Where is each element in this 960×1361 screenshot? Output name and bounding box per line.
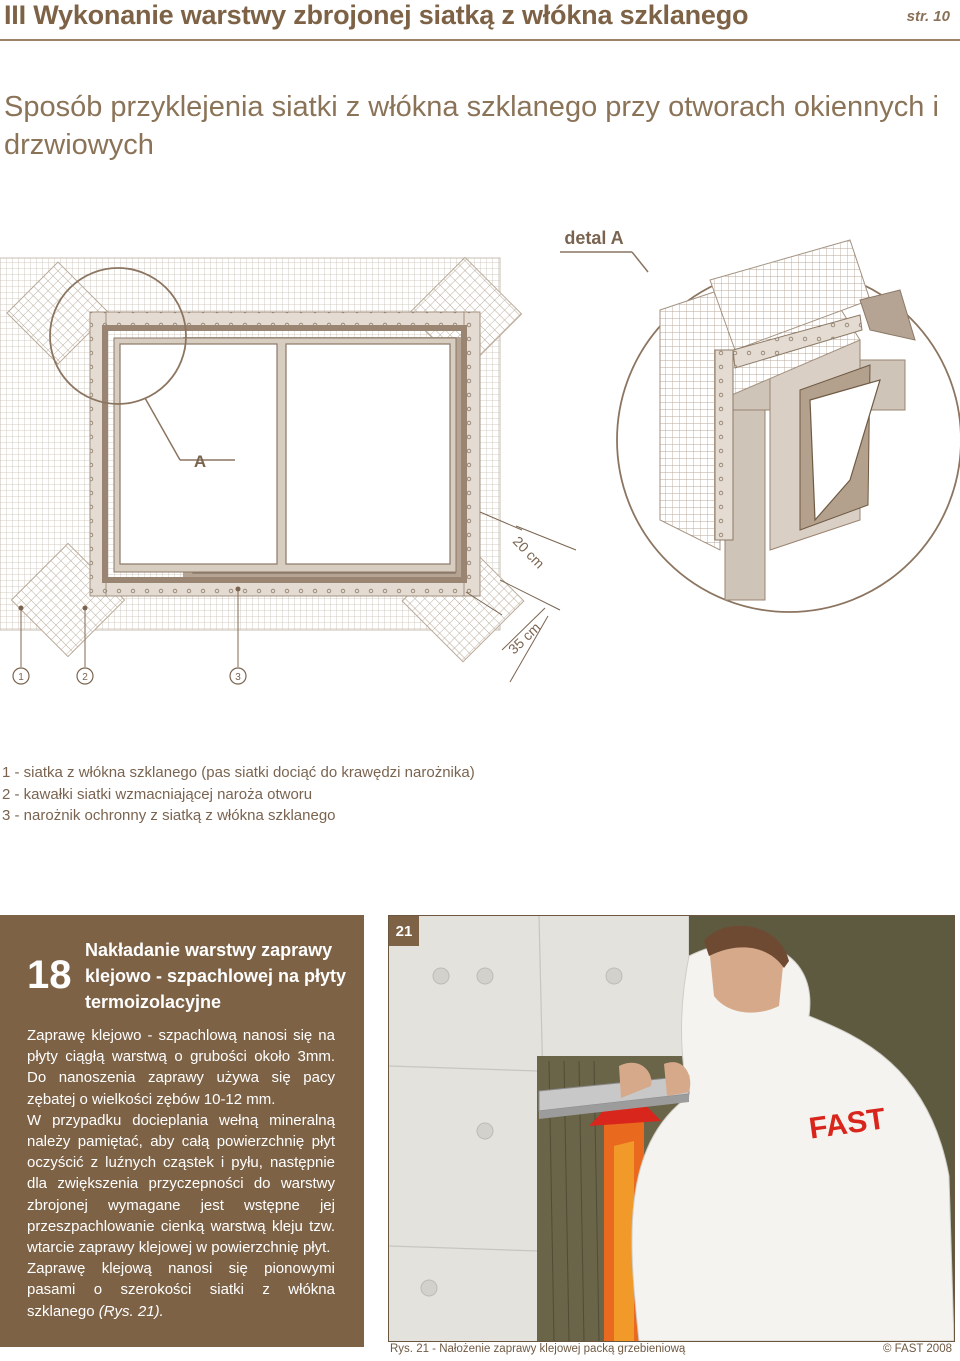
callout-1 <box>13 668 29 684</box>
step-paragraph-1: Zaprawę klejowo - szpachlową nanosi się na płyty ciągłą warstwą o grubości około 3mm. Do nanoszenia zaprawy używa się pacy zębatej o wielkości zębów 10-12 mm. <box>27 1027 335 1108</box>
step-paragraph-3-text: Zaprawę klejową nanosi się pionowymi pasami o szerokości siatki z włókna szklanego <box>27 1260 335 1320</box>
figure-caption: Rys. 21 - Nałożenie zaprawy klejowej packą grzebieniową <box>390 1343 686 1355</box>
legend-item-2: 2 - kawałki siatki wzmacniającej naroża otworu <box>2 785 313 803</box>
step-info-box <box>0 915 364 1347</box>
callout-2 <box>77 668 93 684</box>
window-frame <box>105 328 465 581</box>
figure-label: 21 <box>389 916 419 946</box>
figure-reference: (Rys. 21). <box>98 1302 164 1320</box>
diagram-legend <box>2 762 475 827</box>
step-number: 18 <box>27 953 72 997</box>
photo-illustration <box>389 916 954 1341</box>
jacket-logo: FAST <box>806 1102 888 1146</box>
detail-marker-label: A <box>193 452 207 471</box>
copyright: © FAST 2008 <box>883 1343 952 1355</box>
page-number: str. 10 <box>906 8 950 25</box>
step-body <box>27 1025 335 1322</box>
svg-text:2: 2 <box>82 672 88 683</box>
callout-3 <box>230 668 246 684</box>
header-title: III Wykonanie warstwy zbrojonej siatką z włókna szklanego <box>4 0 749 30</box>
svg-text:3: 3 <box>235 672 241 683</box>
dimension-20cm: 20 cm <box>509 532 548 572</box>
window-mesh-diagram <box>0 220 960 700</box>
step-paragraph-3 <box>27 1258 335 1322</box>
legend-item-1: 1 - siatka z włókna szklanego (pas siatki dociąć do krawędzi narożnika) <box>2 764 475 781</box>
figure-21-photo <box>388 915 955 1342</box>
step-title: Nakładanie warstwy zaprawy klejowo - szpachlowej na płyty termoizolacyjne <box>85 940 347 1012</box>
detail-a-leader <box>632 252 648 272</box>
detail-a-illustration <box>617 240 960 612</box>
step-paragraph-2: W przypadku docieplania wełną mineralną należy pamiętać, aby całą powierzchnię płyt oczyścić z luźnych cząstek i pyłu, następnie dla zwiększenia przyczepności do warstwy zbrojonej wymagane jest wstępne jej przeszpachlowanie cienką warstwą kleju tzw. wtarcie zaprawy klejowej w powierzchnię płyt. <box>27 1111 335 1257</box>
detail-a-label: detal A <box>564 228 624 248</box>
dimension-35cm: 35 cm <box>504 619 544 658</box>
header-rule <box>0 39 960 41</box>
legend-item-3: 3 - narożnik ochronny z siatką z włókna szklanego <box>2 807 336 824</box>
svg-text:1: 1 <box>18 672 24 683</box>
section-heading: Sposób przyklejenia siatki z włókna szklanego przy otworach okiennych i drzwiowych <box>4 91 939 161</box>
